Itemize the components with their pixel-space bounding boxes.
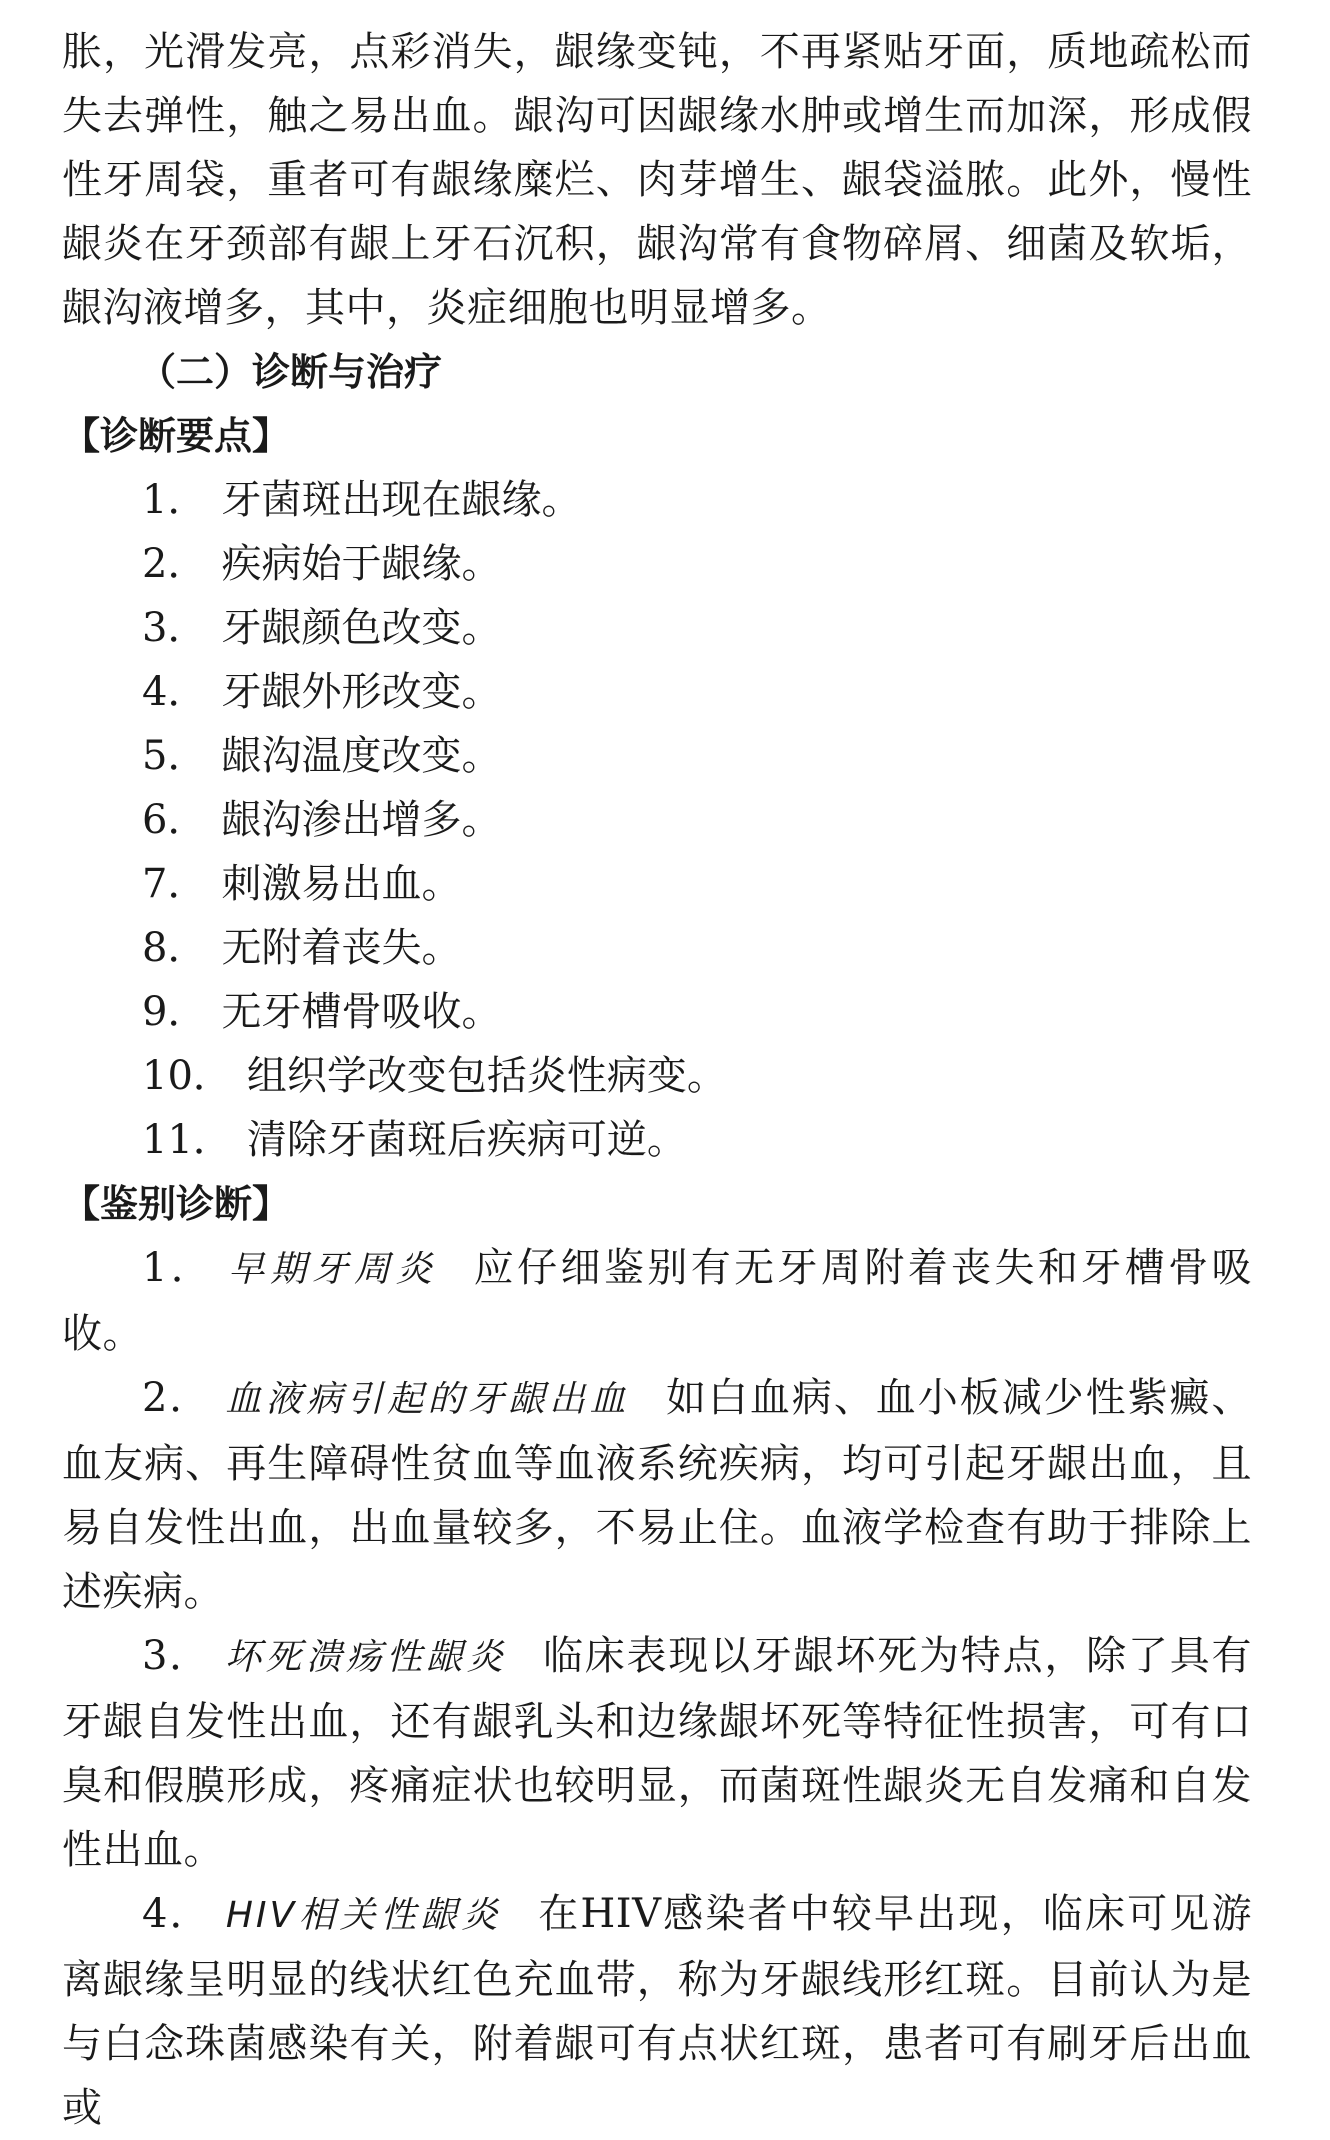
item-number: 3．	[142, 605, 208, 651]
list-item	[62, 788, 1252, 852]
item-text: 牙菌斑出现在龈缘。	[221, 477, 582, 523]
item-number: 3．	[142, 1633, 212, 1679]
item-text: 牙龈颜色改变。	[221, 605, 502, 651]
item-number: 4．	[142, 669, 208, 715]
differential-list	[62, 1236, 1252, 2140]
item-text: 刺激易出血。	[221, 861, 462, 907]
item-text: 临床表现以牙龈坏死为特点，除了具有牙龈自发性出血，还有龈乳头和边缘龈坏死等特征性损害，可有口臭和假膜形成，疼痛症状也较明显，而菌斑性龈炎无自发痛和自发性出血。	[62, 1633, 1252, 1873]
list-item	[62, 724, 1252, 788]
intro-paragraph: 胀，光滑发亮，点彩消失，龈缘变钝，不再紧贴牙面，质地疏松而失去弹性，触之易出血。龈沟可因龈缘水肿或增生而加深，形成假性牙周袋，重者可有龈缘糜烂、肉芽增生、龈袋溢脓。此外，慢性龈炎在牙颈部有龈上牙石沉积，龈沟常有食物碎屑、细菌及软垢，龈沟液增多，其中，炎症细胞也明显增多。	[62, 29, 1252, 331]
differential-item	[62, 1624, 1252, 1882]
list-item	[62, 980, 1252, 1044]
list-item	[62, 532, 1252, 596]
item-number: 6．	[142, 797, 208, 843]
item-number: 1．	[142, 1245, 215, 1291]
item-number: 8．	[142, 925, 208, 971]
item-text: 龈沟温度改变。	[221, 733, 502, 779]
item-number: 2．	[142, 1375, 212, 1421]
item-text: 清除牙菌斑后疾病可逆。	[246, 1117, 687, 1163]
list-item	[62, 1108, 1252, 1172]
differential-heading: 【鉴别诊断】	[62, 1182, 291, 1226]
item-text: 牙龈外形改变。	[221, 669, 502, 715]
item-term: 早期牙周炎	[228, 1249, 438, 1290]
item-term: HIV相关性龈炎	[225, 1895, 503, 1936]
list-item	[62, 468, 1252, 532]
item-number: 2．	[142, 541, 208, 587]
item-number: 4．	[142, 1891, 212, 1937]
list-item	[62, 1044, 1252, 1108]
item-text: 龈沟渗出增多。	[221, 797, 502, 843]
diagnosis-heading: 【诊断要点】	[62, 414, 291, 458]
list-item	[62, 852, 1252, 916]
differential-item	[62, 1236, 1252, 1366]
item-number: 10．	[142, 1053, 233, 1099]
item-text: 应仔细鉴别有无牙周附着丧失和牙槽骨吸收。	[62, 1245, 1253, 1357]
item-text: 无牙槽骨吸收。	[221, 989, 502, 1035]
list-item	[62, 596, 1252, 660]
item-number: 11．	[142, 1117, 233, 1163]
item-text: 如白血病、血小板减少性紫癜、血友病、再生障碍性贫血等血液系统疾病，均可引起牙龈出血，且易自发性出血，出血量较多，不易止住。血液学检查有助于排除上述疾病。	[62, 1375, 1252, 1615]
diagnosis-list	[62, 468, 1252, 1172]
item-text: 在HIV感染者中较早出现，临床可见游离龈缘呈明显的线状红色充血带，称为牙龈线形红斑。目前认为是与白念珠菌感染有关，附着龈可有点状红斑，患者可有刷牙后出血或	[62, 1891, 1252, 2131]
item-term: 坏死溃疡性龈炎	[225, 1637, 507, 1678]
list-item	[62, 660, 1252, 724]
list-item	[62, 916, 1252, 980]
page-body	[62, 20, 1252, 2140]
section-heading: （二）诊断与治疗	[138, 350, 443, 394]
differential-item	[62, 1366, 1252, 1624]
item-text: 组织学改变包括炎性病变。	[246, 1053, 727, 1099]
item-number: 5．	[142, 733, 208, 779]
item-text: 疾病始于龈缘。	[221, 541, 502, 587]
item-number: 7．	[142, 861, 208, 907]
item-number: 9．	[142, 989, 208, 1035]
item-term: 血液病引起的牙龈出血	[225, 1379, 630, 1420]
item-text: 无附着丧失。	[221, 925, 462, 971]
differential-item	[62, 1882, 1252, 2140]
item-number: 1．	[142, 477, 208, 523]
